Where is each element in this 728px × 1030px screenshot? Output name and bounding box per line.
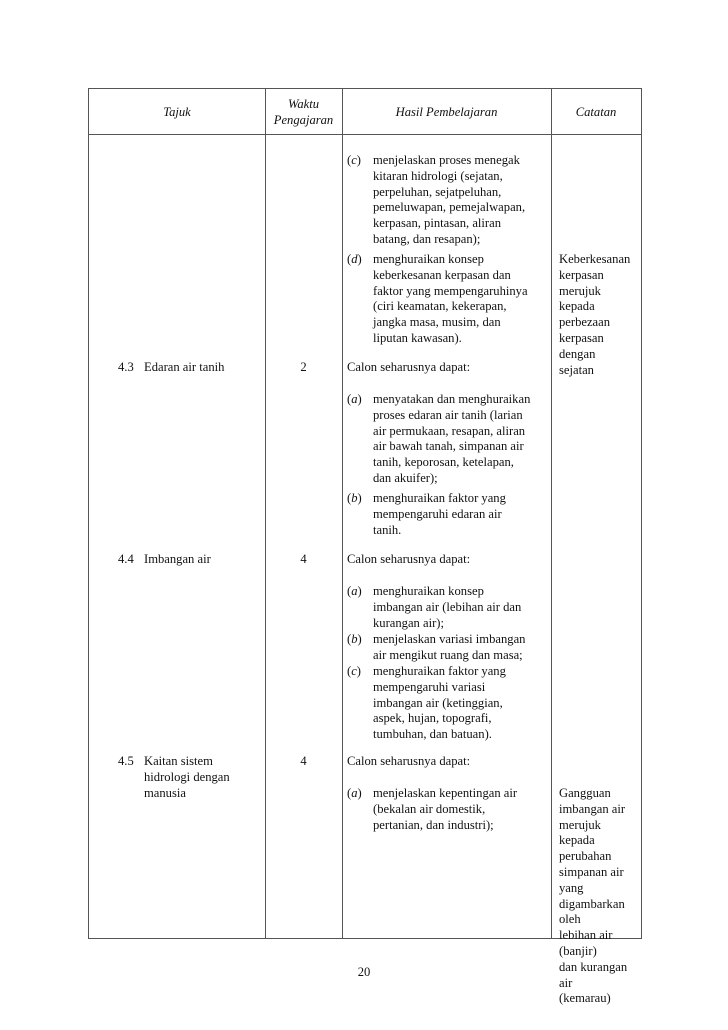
page-number: 20 — [357, 965, 371, 979]
teaching-hours: 4 — [300, 552, 307, 566]
item-label: (b) — [347, 491, 362, 505]
item-text: menyatakan dan menghuraikan proses edaran air tanih (larian air permukaan, resapan, aliran air bawah tanah, simpanan air tanih, keporosan, ketelapan, dan akuifer); — [373, 392, 531, 485]
topic-number: 4.5 — [118, 754, 134, 768]
item-label: (d) — [347, 252, 362, 266]
topic-number: 4.4 — [118, 552, 134, 566]
header-outcomes: Hasil Pembelajaran — [395, 104, 498, 119]
topic-number: 4.3 — [118, 360, 134, 374]
item-label: (a) — [347, 392, 362, 406]
column-divider — [265, 89, 266, 938]
outcome-lead: Calon seharusnya dapat: — [347, 754, 471, 768]
item-label: (a) — [347, 786, 362, 800]
item-text: menghuraikan konsep keberkesanan kerpasan dan faktor yang mempengaruhinya (ciri keamatan, kekerapan, jangka masa, musim, dan liputan kawasan). — [373, 252, 528, 345]
note-cell: Keberkesanan kerpasan merujuk kepada perbezaan kerpasan dengan sejatan — [559, 252, 631, 377]
topic-title: Kaitan sistem hidrologi dengan manusia — [144, 754, 230, 800]
header-time — [265, 89, 342, 134]
item-text: menghuraikan faktor yang mempengaruhi edaran air tanih. — [373, 491, 506, 537]
item-label: (c) — [347, 664, 361, 678]
header-topic: Tajuk — [163, 104, 191, 119]
note-cell: Gangguan imbangan air merujuk kepada perubahan simpanan air yang digambarkan oleh lebihan air (banjir) dan kurangan air (kemarau) — [559, 786, 628, 1006]
header-time-line2: Pengajaran — [273, 112, 334, 127]
topic-title: Edaran air tanih — [144, 360, 225, 374]
teaching-hours: 2 — [300, 360, 307, 374]
item-text: menjelaskan proses menegak kitaran hidrologi (sejatan, perpeluhan, sejatpeluhan, pemeluwapan, pemejalwapan, kerpasan, pintasan, aliran batang, dan resapan); — [373, 153, 526, 246]
item-label: (a) — [347, 584, 362, 598]
topic-title: Imbangan air — [144, 552, 211, 566]
column-divider — [342, 89, 343, 938]
item-text: menjelaskan kepentingan air (bekalan air domestik, pertanian, dan industri); — [373, 786, 518, 832]
item-label: (c) — [347, 153, 361, 167]
item-label: (b) — [347, 632, 362, 646]
header-notes: Catatan — [575, 104, 617, 119]
column-divider — [551, 89, 552, 938]
header-divider — [89, 134, 641, 135]
header-time-line1: Waktu — [287, 96, 320, 111]
outcome-lead: Calon seharusnya dapat: — [347, 360, 471, 374]
item-text: menghuraikan konsep imbangan air (lebihan air dan kurangan air); — [373, 584, 522, 630]
outcome-lead: Calon seharusnya dapat: — [347, 552, 471, 566]
item-text: menghuraikan faktor yang mempengaruhi variasi imbangan air (ketinggian, aspek, hujan, topografi, tumbuhan, dan batuan). — [373, 664, 506, 742]
teaching-hours: 4 — [300, 754, 307, 768]
item-text: menjelaskan variasi imbangan air mengikut ruang dan masa; — [373, 632, 526, 662]
